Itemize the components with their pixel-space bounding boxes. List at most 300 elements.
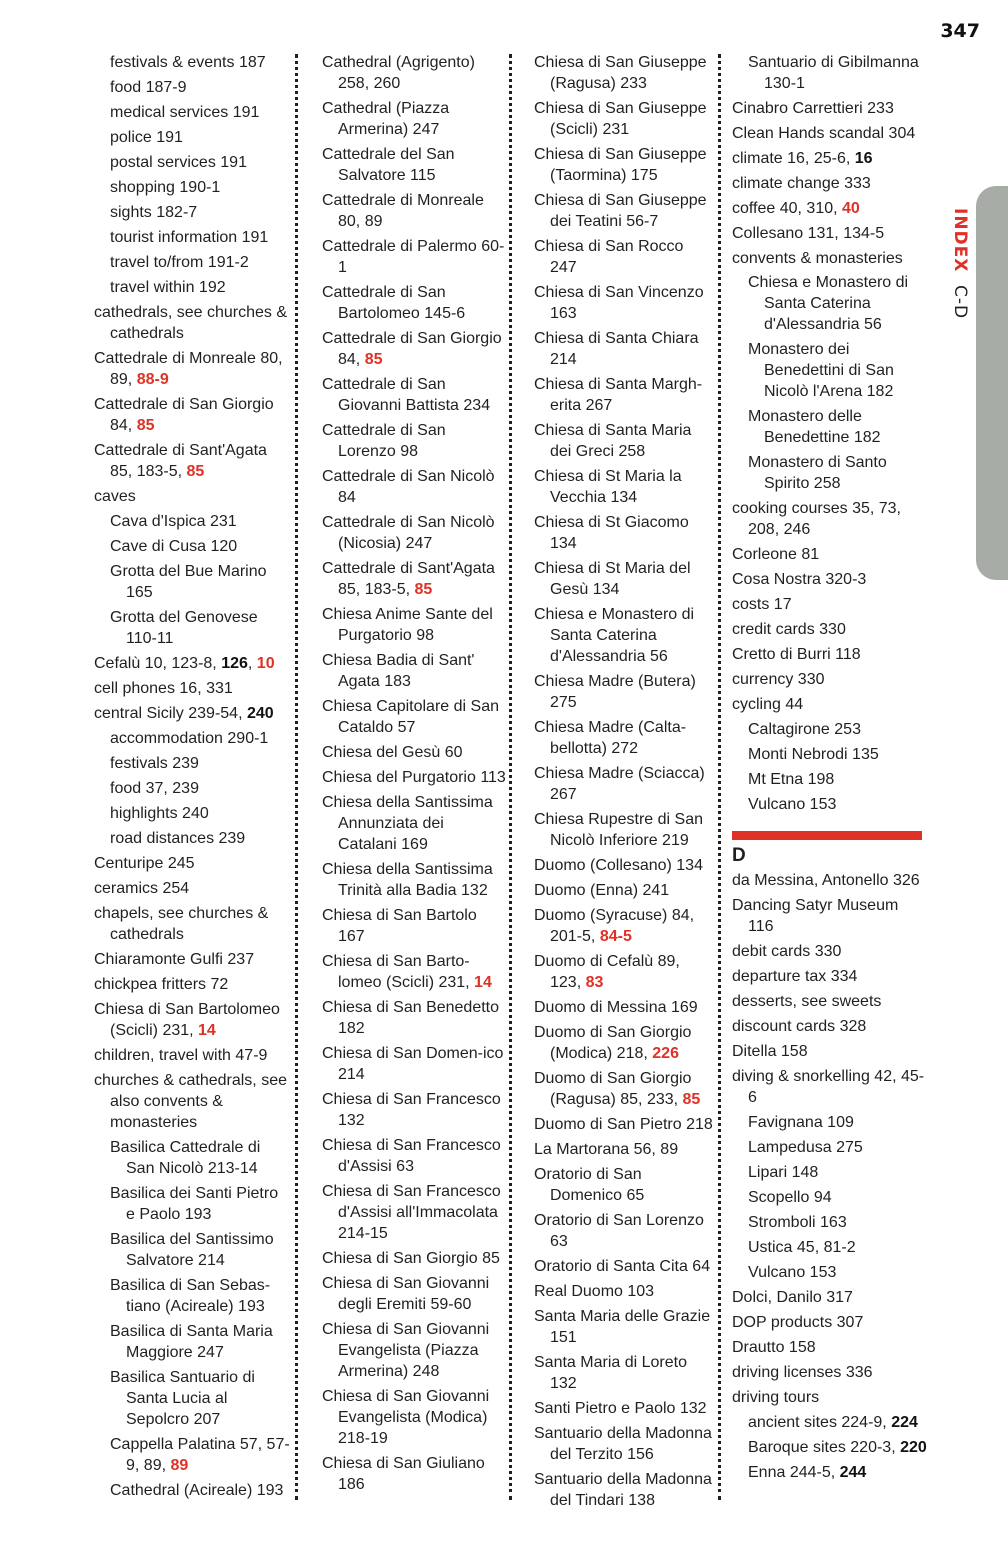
- index-subentry: [110, 753, 290, 774]
- index-entry: [322, 512, 506, 554]
- entry-text: Grotta del Genovese 110-11: [110, 609, 258, 647]
- index-entry: [732, 1066, 928, 1108]
- entry-text: costs 17: [732, 596, 792, 613]
- index-subentry: [110, 152, 290, 173]
- entry-text: chapels, see churches & cathedrals: [94, 905, 269, 943]
- index-entry: [732, 895, 928, 937]
- index-entry: [732, 173, 928, 194]
- entry-text: Chiesa della Santissima Trinità alla Badia 132: [322, 861, 493, 899]
- index-entry: [94, 440, 290, 482]
- entry-text: Santuario della Madonna del Tindari 138: [534, 1471, 712, 1509]
- entry-text: Chiesa di San Barto-lomeo (Scicli) 231,: [322, 953, 475, 991]
- entry-text: Oratorio di San Lorenzo 63: [534, 1212, 704, 1250]
- entry-text: Cinabro Carrettieri 233: [732, 100, 894, 117]
- index-entry: [534, 763, 714, 805]
- column-divider: [509, 54, 512, 1500]
- index-subentry: [748, 406, 928, 448]
- index-entry: [534, 328, 714, 370]
- index-subentry: [110, 227, 290, 248]
- map-page-ref: 88-9: [136, 371, 169, 388]
- index-subentry: [110, 536, 290, 557]
- entry-text: Duomo (Collesano) 134: [534, 857, 703, 874]
- entry-text: police 191: [110, 129, 183, 146]
- index-entry: [322, 374, 506, 416]
- entry-text: food 187-9: [110, 79, 187, 96]
- entry-text: Chiesa di San Giorgio 85: [322, 1250, 500, 1267]
- entry-text: Chiesa di San Giovanni degli Eremiti 59-60: [322, 1275, 490, 1313]
- index-entry: [94, 653, 290, 674]
- entry-text: diving & snorkelling 42, 45-6: [732, 1068, 925, 1106]
- index-entry: [322, 859, 506, 901]
- entry-text: credit cards 330: [732, 621, 846, 638]
- entry-text: Oratorio di San Domenico 65: [534, 1166, 645, 1204]
- index-entry: [732, 941, 928, 962]
- thumb-tab-index-word: INDEX: [950, 208, 970, 273]
- entry-text: chickpea fritters 72: [94, 976, 229, 993]
- entry-text: Chiesa di Santa Margh-erita 267: [534, 376, 703, 414]
- index-entry: [322, 1453, 506, 1495]
- index-subentry: [748, 1437, 928, 1458]
- index-entry: [732, 1387, 928, 1408]
- index-subentry: [748, 744, 928, 765]
- index-entry: [322, 951, 506, 993]
- index-entry: [322, 997, 506, 1039]
- entry-text: Cattedrale di Palermo 60-1: [322, 238, 505, 276]
- entry-text: climate change 333: [732, 175, 871, 192]
- entry-text: Chiesa di San Benedetto 182: [322, 999, 500, 1037]
- entry-text: Chiesa di Santa Maria dei Greci 258: [534, 422, 692, 460]
- map-page-ref: 14: [474, 974, 492, 991]
- entry-text: accommodation 290-1: [110, 730, 269, 747]
- index-entry: [322, 696, 506, 738]
- index-entry: [732, 1287, 928, 1308]
- entry-text: Cosa Nostra 320-3: [732, 571, 867, 588]
- index-entry: [534, 374, 714, 416]
- entry-text: Chiesa Madre (Butera) 275: [534, 673, 696, 711]
- index-entry: [322, 767, 506, 788]
- index-subentry: [110, 1229, 290, 1271]
- entry-text: Chiesa di San Giuseppe (Ragusa) 233: [534, 54, 707, 92]
- index-subentry: [110, 1434, 290, 1476]
- entry-text: Chiesa di San Vincenzo 163: [534, 284, 704, 322]
- index-entry: [322, 1248, 506, 1269]
- entry-text: Chiesa di St Maria del Gesù 134: [534, 560, 691, 598]
- entry-text: Cretto di Burri 118: [732, 646, 861, 663]
- entry-text: Lampedusa 275: [748, 1139, 863, 1156]
- entry-text: Chiesa di San Bartolo 167: [322, 907, 477, 945]
- index-entry: [534, 1114, 714, 1135]
- entry-text: Duomo di Cefalù 89, 123,: [534, 953, 680, 991]
- index-entry: [322, 190, 506, 232]
- entry-text: cathedrals, see churches & cathedrals: [94, 304, 287, 342]
- entry-text: children, travel with 47-9: [94, 1047, 268, 1064]
- index-column-2: [322, 52, 506, 1499]
- index-subentry: [110, 511, 290, 532]
- index-subentry: [748, 1137, 928, 1158]
- page-number: 347: [940, 20, 980, 42]
- index-entry: [534, 671, 714, 713]
- index-entry: [534, 558, 714, 600]
- index-subentry: [748, 272, 928, 335]
- entry-text: Dolci, Danilo 317: [732, 1289, 853, 1306]
- index-entry: [534, 1256, 714, 1277]
- entry-text: Santa Maria delle Grazie 151: [534, 1308, 711, 1346]
- entry-text: Cattedrale di San Bartolomeo 145-6: [322, 284, 466, 322]
- entry-text: coffee 40, 310,: [732, 200, 843, 217]
- entry-text: festivals & events 187: [110, 54, 266, 71]
- entry-text: Basilica dei Santi Pietro e Paolo 193: [110, 1185, 279, 1223]
- entry-text: food 37, 239: [110, 780, 199, 797]
- index-entry: [534, 98, 714, 140]
- entry-text: Chiesa di San Rocco 247: [534, 238, 684, 276]
- entry-text: Cathedral (Agrigento) 258, 260: [322, 54, 475, 92]
- index-column-4: [732, 52, 928, 1487]
- entry-text: Duomo (Syracuse) 84, 201-5,: [534, 907, 695, 945]
- index-subentry: [110, 1367, 290, 1430]
- index-entry: [534, 905, 714, 947]
- index-subentry: [110, 828, 290, 849]
- map-page-ref: 85: [136, 417, 155, 434]
- index-subentry: [110, 277, 290, 298]
- map-page-ref: 40: [842, 200, 860, 217]
- index-entry: [322, 1089, 506, 1131]
- index-entry: [534, 1022, 714, 1064]
- index-entry: [732, 1041, 928, 1062]
- entry-text: driving tours: [732, 1389, 820, 1406]
- entry-text: Chiesa di San Giuseppe (Scicli) 231: [534, 100, 707, 138]
- index-entry: [534, 717, 714, 759]
- entry-text: Chiesa della Santissima Annunziata dei Catalani 169: [322, 794, 493, 853]
- entry-text: La Martorana 56, 89: [534, 1141, 679, 1158]
- section-letter: D: [732, 845, 746, 866]
- entry-text: desserts, see sweets: [732, 993, 882, 1010]
- entry-text: Cattedrale di Sant'Agata 85, 183-5,: [94, 442, 267, 480]
- index-subentry: [748, 719, 928, 740]
- bold-page-ref: 224: [891, 1414, 918, 1431]
- index-entry: [94, 903, 290, 945]
- entry-text: Real Duomo 103: [534, 1283, 655, 1300]
- index-entry: [94, 678, 290, 699]
- entry-text: Monastero di Santo Spirito 258: [748, 454, 887, 492]
- thumb-tab-label: [944, 208, 970, 319]
- entry-text: Santuario della Madonna del Terzito 156: [534, 1425, 712, 1463]
- entry-text: Duomo di San Giorgio (Modica) 218,: [534, 1024, 692, 1062]
- entry-text: Chiesa di St Maria la Vecchia 134: [534, 468, 682, 506]
- map-page-ref: 84-5: [599, 928, 632, 945]
- index-entry: [732, 1312, 928, 1333]
- entry-text: Cattedrale di Monreale 80, 89: [322, 192, 484, 230]
- index-subentry: [110, 102, 290, 123]
- entry-text: da Messina, Antonello 326: [732, 872, 920, 889]
- entry-text: Monastero delle Benedettine 182: [748, 408, 881, 446]
- index-entry: [732, 1362, 928, 1383]
- entry-text: Chiesa di San Giuseppe dei Teatini 56-7: [534, 192, 707, 230]
- index-subentry: [110, 607, 290, 649]
- entry-text: discount cards 328: [732, 1018, 867, 1035]
- index-entry: [534, 604, 714, 667]
- index-entry: [534, 809, 714, 851]
- index-entry: [322, 420, 506, 462]
- index-entry: [322, 604, 506, 646]
- entry-text: Chiesa e Monastero di Santa Caterina d'Alessandria 56: [534, 606, 695, 665]
- entry-text: Chiesa di San Giuseppe (Taormina) 175: [534, 146, 707, 184]
- entry-text: Chiesa Anime Sante del Purgatorio 98: [322, 606, 493, 644]
- entry-text: Cattedrale di San Nicolò 84: [322, 468, 495, 506]
- index-entry: [732, 870, 928, 891]
- index-entry: [94, 394, 290, 436]
- entry-text: Cattedrale di San Lorenzo 98: [322, 422, 446, 460]
- index-subentry: [110, 778, 290, 799]
- index-entry: [94, 486, 290, 507]
- index-entry: [534, 52, 714, 94]
- index-entry: [322, 328, 506, 370]
- entry-text: Lipari 148: [748, 1164, 819, 1181]
- index-entry: [94, 949, 290, 970]
- entry-text: Chiesa Capitolare di San Cataldo 57: [322, 698, 499, 736]
- entry-text: Scopello 94: [748, 1189, 832, 1206]
- index-entry: [732, 544, 928, 565]
- index-subentry: [748, 794, 928, 815]
- index-entry: [322, 144, 506, 186]
- entry-text: debit cards 330: [732, 943, 842, 960]
- entry-text: cell phones 16, 331: [94, 680, 233, 697]
- index-entry: [534, 144, 714, 186]
- index-entry: [534, 1423, 714, 1465]
- index-entry: [732, 644, 928, 665]
- index-entry: [94, 703, 290, 724]
- entry-text: Stromboli 163: [748, 1214, 847, 1231]
- index-subentry: [110, 1321, 290, 1363]
- entry-text: shopping 190-1: [110, 179, 221, 196]
- index-subentry: [748, 339, 928, 402]
- entry-text: Enna 244-5,: [748, 1464, 840, 1481]
- map-page-ref: 10: [256, 655, 275, 672]
- index-entry: [732, 148, 928, 169]
- entry-text: ancient sites 224-9,: [748, 1414, 892, 1431]
- entry-text: Grotta del Bue Marino 165: [110, 563, 267, 601]
- index-entry: [534, 855, 714, 876]
- index-entry: [534, 1398, 714, 1419]
- index-subentry: [110, 202, 290, 223]
- index-subentry: [110, 1183, 290, 1225]
- map-page-ref: 83: [585, 974, 604, 991]
- entry-text: driving licenses 336: [732, 1364, 873, 1381]
- entry-text: Santa Maria di Loreto 132: [534, 1354, 687, 1392]
- column-divider: [295, 54, 298, 1500]
- entry-text: travel within 192: [110, 279, 226, 296]
- bold-page-ref: 244: [839, 1464, 867, 1481]
- entry-text: Ustica 45, 81-2: [748, 1239, 856, 1256]
- entry-text: Cathedral (Piazza Armerina) 247: [322, 100, 450, 138]
- map-page-ref: 85: [414, 581, 433, 598]
- index-entry: [322, 1319, 506, 1382]
- entry-text: Chiesa del Purgatorio 113: [322, 769, 506, 786]
- map-page-ref: 14: [198, 1022, 216, 1039]
- bold-page-ref: 126: [221, 655, 248, 672]
- entry-text: Ditella 158: [732, 1043, 808, 1060]
- entry-text: Basilica Cattedrale di San Nicolò 213-14: [110, 1139, 261, 1177]
- index-entry: [732, 594, 928, 615]
- entry-text: Basilica di San Sebas-tiano (Acireale) 193: [110, 1277, 271, 1315]
- entry-text: Duomo di Messina 169: [534, 999, 698, 1016]
- index-entry: [322, 650, 506, 692]
- entry-text: Cappella Palatina 57, 57-9, 89,: [110, 1436, 290, 1474]
- index-entry: [732, 619, 928, 640]
- entry-text: DOP products 307: [732, 1314, 864, 1331]
- index-entry: [534, 997, 714, 1018]
- index-entry: [322, 52, 506, 94]
- entry-text: Chiesa Badia di Sant' Agata 183: [322, 652, 475, 690]
- entry-text: tourist information 191: [110, 229, 269, 246]
- index-subentry: [748, 769, 928, 790]
- index-entry: [534, 951, 714, 993]
- index-subentry: [110, 1275, 290, 1317]
- index-entry: [322, 466, 506, 508]
- index-subentry: [748, 1212, 928, 1233]
- index-entry: [94, 999, 290, 1041]
- entry-text: Drautto 158: [732, 1339, 816, 1356]
- entry-text: Vulcano 153: [748, 1264, 837, 1281]
- entry-text: Favignana 109: [748, 1114, 854, 1131]
- index-entry: [732, 1016, 928, 1037]
- index-entry: [94, 1045, 290, 1066]
- entry-text: Chiesa del Gesù 60: [322, 744, 463, 761]
- index-entry: [732, 98, 928, 119]
- entry-text: Cattedrale di San Nicolò (Nicosia) 247: [322, 514, 495, 552]
- map-page-ref: 89: [170, 1457, 189, 1474]
- entry-text: Dancing Satyr Museum 116: [732, 897, 899, 935]
- index-entry: [732, 498, 928, 540]
- index-entry: [534, 512, 714, 554]
- index-entry: [94, 302, 290, 344]
- entry-text: Mt Etna 198: [748, 771, 835, 788]
- index-entry: [732, 198, 928, 219]
- entry-text: Chiesa di San Francesco d'Assisi all'Immacolata 214-15: [322, 1183, 501, 1242]
- entry-text: Chiesa di San Bartolomeo (Scicli) 231,: [94, 1001, 280, 1039]
- entry-text: Vulcano 153: [748, 796, 837, 813]
- entry-text: Clean Hands scandal 304: [732, 125, 916, 142]
- column-divider: [718, 54, 721, 1500]
- index-entry: [534, 190, 714, 232]
- section-divider-bar: [732, 831, 922, 840]
- entry-text: Chiesa di San Giovanni Evangelista (Modica) 218-19: [322, 1388, 490, 1447]
- entry-text: Caltagirone 253: [748, 721, 861, 738]
- index-entry: [534, 466, 714, 508]
- index-subentry: [748, 452, 928, 494]
- entry-text: Cave di Cusa 120: [110, 538, 238, 555]
- index-entry: [534, 236, 714, 278]
- index-entry: [732, 248, 928, 269]
- index-subentry: [748, 1412, 928, 1433]
- index-entry: [322, 1043, 506, 1085]
- entry-text: Cefalù 10, 123-8,: [94, 655, 222, 672]
- map-page-ref: 85: [186, 463, 205, 480]
- index-entry: [534, 420, 714, 462]
- index-entry: [322, 792, 506, 855]
- entry-text: sights 182-7: [110, 204, 198, 221]
- entry-text: Cattedrale di San Giovanni Battista 234: [322, 376, 491, 414]
- index-entry: [732, 694, 928, 715]
- entry-text: Chiaramonte Gulfi 237: [94, 951, 255, 968]
- entry-text: Collesano 131, 134-5: [732, 225, 885, 242]
- index-entry: [732, 966, 928, 987]
- entry-text: Cattedrale del San Salvatore 115: [322, 146, 455, 184]
- index-entry: [732, 991, 928, 1012]
- index-subentry: [748, 1237, 928, 1258]
- index-entry: [322, 236, 506, 278]
- entry-text: ,: [247, 655, 257, 672]
- index-entry: [94, 974, 290, 995]
- index-subentry: [110, 1480, 290, 1501]
- index-subentry: [748, 1262, 928, 1283]
- index-subentry: [110, 127, 290, 148]
- entry-text: Cava d'Ispica 231: [110, 513, 237, 530]
- index-entry: [732, 569, 928, 590]
- index-entry: [534, 1139, 714, 1160]
- index-entry: [534, 1352, 714, 1394]
- entry-text: Centuripe 245: [94, 855, 195, 872]
- index-subentry: [748, 1162, 928, 1183]
- index-entry: [322, 742, 506, 763]
- index-entry: [732, 123, 928, 144]
- entry-text: Chiesa di San Domen-ico 214: [322, 1045, 504, 1083]
- entry-text: postal services 191: [110, 154, 247, 171]
- entry-text: Cattedrale di San Giorgio 84,: [94, 396, 274, 434]
- index-subentry: [110, 52, 290, 73]
- index-subentry: [110, 252, 290, 273]
- entry-text: convents & monasteries: [732, 250, 903, 267]
- index-column-3: [534, 52, 714, 1515]
- entry-text: climate 16, 25-6,: [732, 150, 855, 167]
- index-entry: [322, 98, 506, 140]
- entry-text: churches & cathedrals, see also convents & monasteries: [94, 1072, 287, 1131]
- entry-text: Basilica del Santissimo Salvatore 214: [110, 1231, 274, 1269]
- index-entry: [534, 1210, 714, 1252]
- index-entry: [534, 880, 714, 901]
- entry-text: Cattedrale di San Giorgio 84,: [322, 330, 502, 368]
- index-entry: [534, 1068, 714, 1110]
- index-entry: [94, 348, 290, 390]
- index-entry: [94, 878, 290, 899]
- index-entry: [94, 1070, 290, 1133]
- index-entry: [322, 558, 506, 600]
- entry-text: Santuario di Gibilmanna 130-1: [748, 54, 919, 92]
- entry-text: Chiesa di St Giacomo 134: [534, 514, 689, 552]
- index-subentry: [748, 1462, 928, 1483]
- entry-text: Duomo di San Giorgio (Ragusa) 85, 233,: [534, 1070, 692, 1108]
- entry-text: departure tax 334: [732, 968, 858, 985]
- index-entry: [322, 905, 506, 947]
- entry-text: Chiesa e Monastero di Santa Caterina d'Alessandria 56: [748, 274, 909, 333]
- entry-text: Chiesa di San Giovanni Evangelista (Piazza Armerina) 248: [322, 1321, 490, 1380]
- entry-text: caves: [94, 488, 136, 505]
- index-subentry: [110, 77, 290, 98]
- bold-page-ref: 240: [246, 705, 274, 722]
- entry-text: Basilica di Santa Maria Maggiore 247: [110, 1323, 273, 1361]
- entry-text: Chiesa di Santa Chiara 214: [534, 330, 699, 368]
- entry-text: highlights 240: [110, 805, 209, 822]
- entry-text: Cattedrale di Monreale 80, 89,: [94, 350, 283, 388]
- map-page-ref: 85: [682, 1091, 701, 1108]
- index-subentry: [748, 52, 928, 94]
- entry-text: Baroque sites 220-3,: [748, 1439, 901, 1456]
- entry-text: Cathedral (Acireale) 193: [110, 1482, 284, 1499]
- index-entry: [534, 1469, 714, 1511]
- entry-text: Chiesa Madre (Sciacca) 267: [534, 765, 705, 803]
- bold-page-ref: 16: [854, 150, 873, 167]
- entry-text: Monastero dei Benedettini di San Nicolò l'Arena 182: [748, 341, 894, 400]
- map-page-ref: 85: [364, 351, 383, 368]
